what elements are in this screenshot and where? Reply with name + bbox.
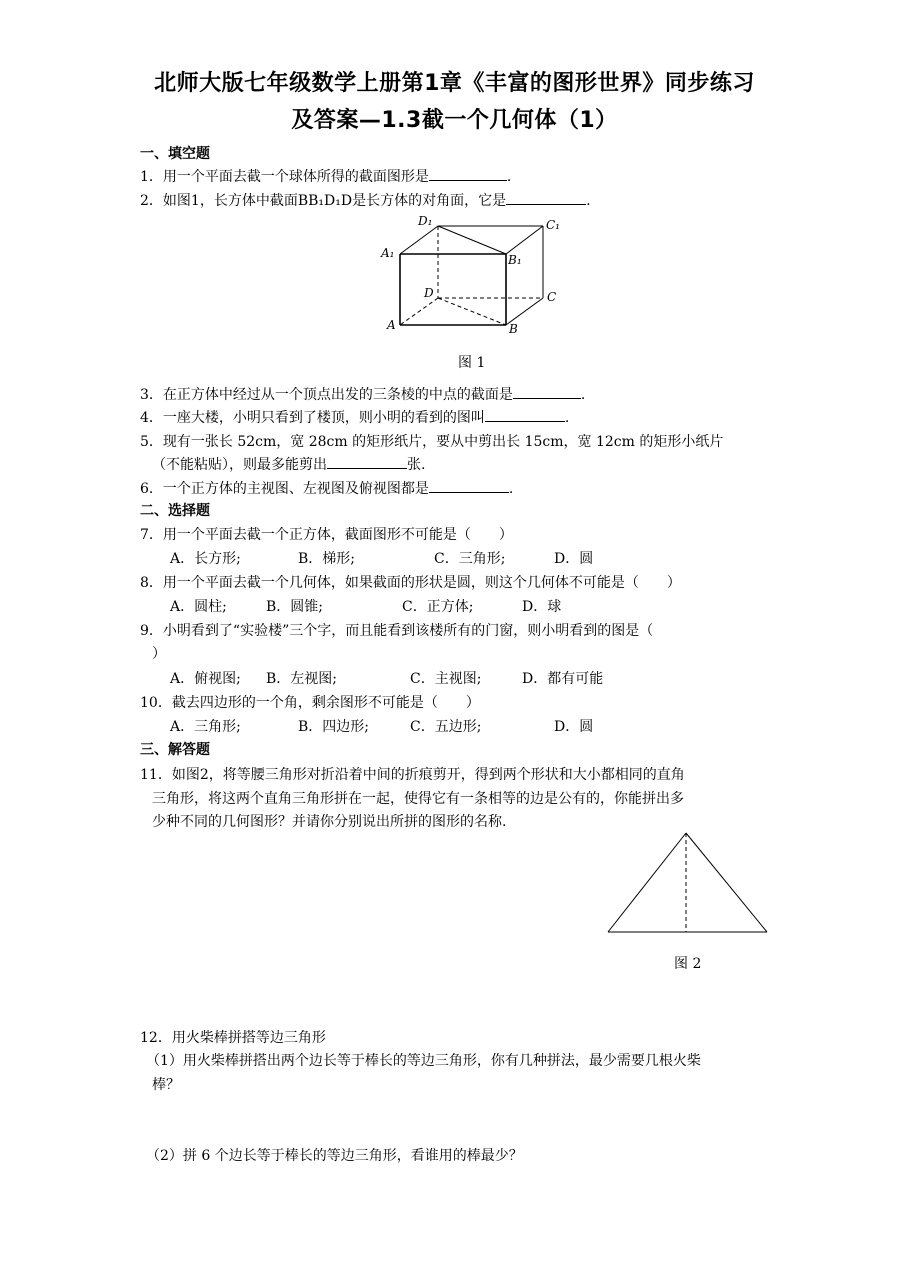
q9-option-c: C．主视图; bbox=[410, 671, 482, 687]
label-b: B bbox=[509, 322, 518, 336]
question-10: 10．截去四边形的一个角，剩余图形不可能是（ ） bbox=[140, 695, 480, 711]
label-a1: A₁ bbox=[381, 246, 395, 260]
question-4 bbox=[140, 407, 569, 427]
answer-blank-4 bbox=[485, 407, 565, 422]
q8-option-d: D．球 bbox=[522, 599, 562, 615]
triangle-right-side bbox=[686, 833, 767, 932]
label-c1: C₁ bbox=[546, 218, 560, 232]
q7-option-a: A．长方形; bbox=[170, 551, 241, 567]
figure-2-caption: 图 2 bbox=[674, 956, 702, 972]
question-5-end: 张. bbox=[407, 457, 426, 473]
question-4-end: . bbox=[564, 410, 570, 426]
q7-option-b: B．梯形; bbox=[298, 551, 356, 567]
question-3 bbox=[140, 384, 585, 404]
label-d: D bbox=[424, 286, 434, 300]
section-heading-fill-blank: 一、填空题 bbox=[140, 146, 210, 162]
q10-option-a: A．三角形; bbox=[170, 719, 241, 735]
label-d1: D₁ bbox=[418, 214, 433, 228]
label-b1: B₁ bbox=[508, 253, 522, 267]
question-12-line1: 12．用火柴棒拼搭等边三角形 bbox=[140, 1030, 326, 1046]
section-heading-multiple-choice: 二、选择题 bbox=[140, 503, 210, 519]
triangle-left-side bbox=[608, 833, 686, 932]
answer-blank-6 bbox=[429, 478, 509, 493]
question-7: 7．用一个平面去截一个正方体，截面图形不可能是（ ） bbox=[140, 527, 513, 543]
question-9-line2: ） bbox=[152, 646, 166, 662]
question-6-end: . bbox=[508, 481, 514, 497]
question-3-text: 3．在正方体中经过从一个顶点出发的三条棱的中点的截面是 bbox=[140, 387, 513, 403]
question-1-end: . bbox=[506, 169, 512, 185]
q8-option-b: B．圆锥; bbox=[266, 599, 324, 615]
edge-d1-b1-diagonal bbox=[438, 226, 506, 254]
question-3-end: . bbox=[580, 387, 586, 403]
figure-1-cuboid bbox=[378, 212, 578, 337]
edge-d-b-diagonal bbox=[438, 298, 506, 325]
question-4-text: 4．一座大楼，小明只看到了楼顶，则小明的看到的图叫 bbox=[140, 410, 485, 426]
question-11-line2: 三角形，将这两个直角三角形拼在一起，使得它有一条相等的边是公有的，你能拼出多 bbox=[152, 791, 684, 807]
question-12-part2: （2）拼 6 个边长等于棒长的等边三角形，看谁用的棒最少？ bbox=[146, 1148, 523, 1164]
q8-option-a: A．圆柱; bbox=[170, 599, 227, 615]
figure-2-triangle bbox=[604, 826, 774, 936]
q10-option-c: C．五边形; bbox=[410, 719, 482, 735]
label-a: A bbox=[387, 318, 396, 332]
answer-blank-1 bbox=[429, 166, 507, 181]
question-1 bbox=[140, 166, 511, 186]
q9-option-b: B．左视图; bbox=[266, 671, 338, 687]
label-c: C bbox=[547, 290, 557, 304]
q9-option-a: A．俯视图; bbox=[170, 671, 241, 687]
edge-b1-c1 bbox=[506, 226, 543, 254]
question-5-line2 bbox=[152, 454, 425, 474]
question-8: 8．用一个平面去截一个几何体，如果截面的形状是圆，则这个几何体不可能是（ ） bbox=[140, 575, 681, 591]
question-12-part1-line1: （1）用火柴棒拼搭出两个边长等于棒长的等边三角形，你有几种拼法，最少需要几根火柴 bbox=[146, 1053, 701, 1069]
q7-option-d: D．圆 bbox=[554, 551, 594, 567]
q7-option-c: C．三角形; bbox=[434, 551, 506, 567]
answer-blank-3 bbox=[513, 384, 581, 399]
answer-blank-2 bbox=[506, 190, 586, 205]
question-5-line1: 5．现有一张长 52cm，宽 28cm 的矩形纸片，要从中剪出长 15cm，宽 12cm 的矩形小纸片 bbox=[140, 434, 724, 450]
q8-option-c: C．正方体; bbox=[402, 599, 474, 615]
question-2-end: . bbox=[586, 193, 591, 209]
question-6 bbox=[140, 478, 513, 498]
q10-option-b: B．四边形; bbox=[298, 719, 370, 735]
question-2-text: 2．如图1，长方体中截面BB₁D₁D是长方体的对角面，它是 bbox=[140, 193, 507, 209]
answer-blank-5 bbox=[327, 454, 407, 469]
question-6-text: 6．一个正方体的主视图、左视图及俯视图都是 bbox=[140, 481, 429, 497]
q10-option-d: D．圆 bbox=[554, 719, 594, 735]
q9-option-d: D．都有可能 bbox=[522, 671, 604, 687]
question-11-line1: 11．如图2，将等腰三角形对折沿着中间的折痕剪开，得到两个形状和大小都相同的直角 bbox=[140, 767, 685, 783]
edge-d-a bbox=[400, 298, 438, 325]
page-title-line2: 及答案—1.3截一个几何体（1） bbox=[291, 108, 618, 133]
edge-c-b bbox=[506, 298, 543, 325]
question-5-text2: （不能粘贴），则最多能剪出 bbox=[152, 457, 327, 473]
section-heading-solutions: 三、解答题 bbox=[140, 742, 210, 758]
page-title-line1: 北师大版七年级数学上册第1章《丰富的图形世界》同步练习 bbox=[154, 71, 755, 96]
question-1-text: 1．用一个平面去截一个球体所得的截面图形是 bbox=[140, 169, 429, 185]
question-9-line1: 9．小明看到了“实验楼”三个字，而且能看到该楼所有的门窗，则小明看到的图是（ bbox=[140, 623, 654, 639]
question-2 bbox=[140, 190, 591, 210]
figure-1-caption: 图 1 bbox=[458, 355, 486, 371]
question-12-part1-line2: 棒？ bbox=[152, 1077, 180, 1093]
edge-a1-d1 bbox=[400, 226, 438, 254]
question-11-line3: 少种不同的几何图形？并请你分别说出所拼的图形的名称. bbox=[152, 814, 507, 830]
